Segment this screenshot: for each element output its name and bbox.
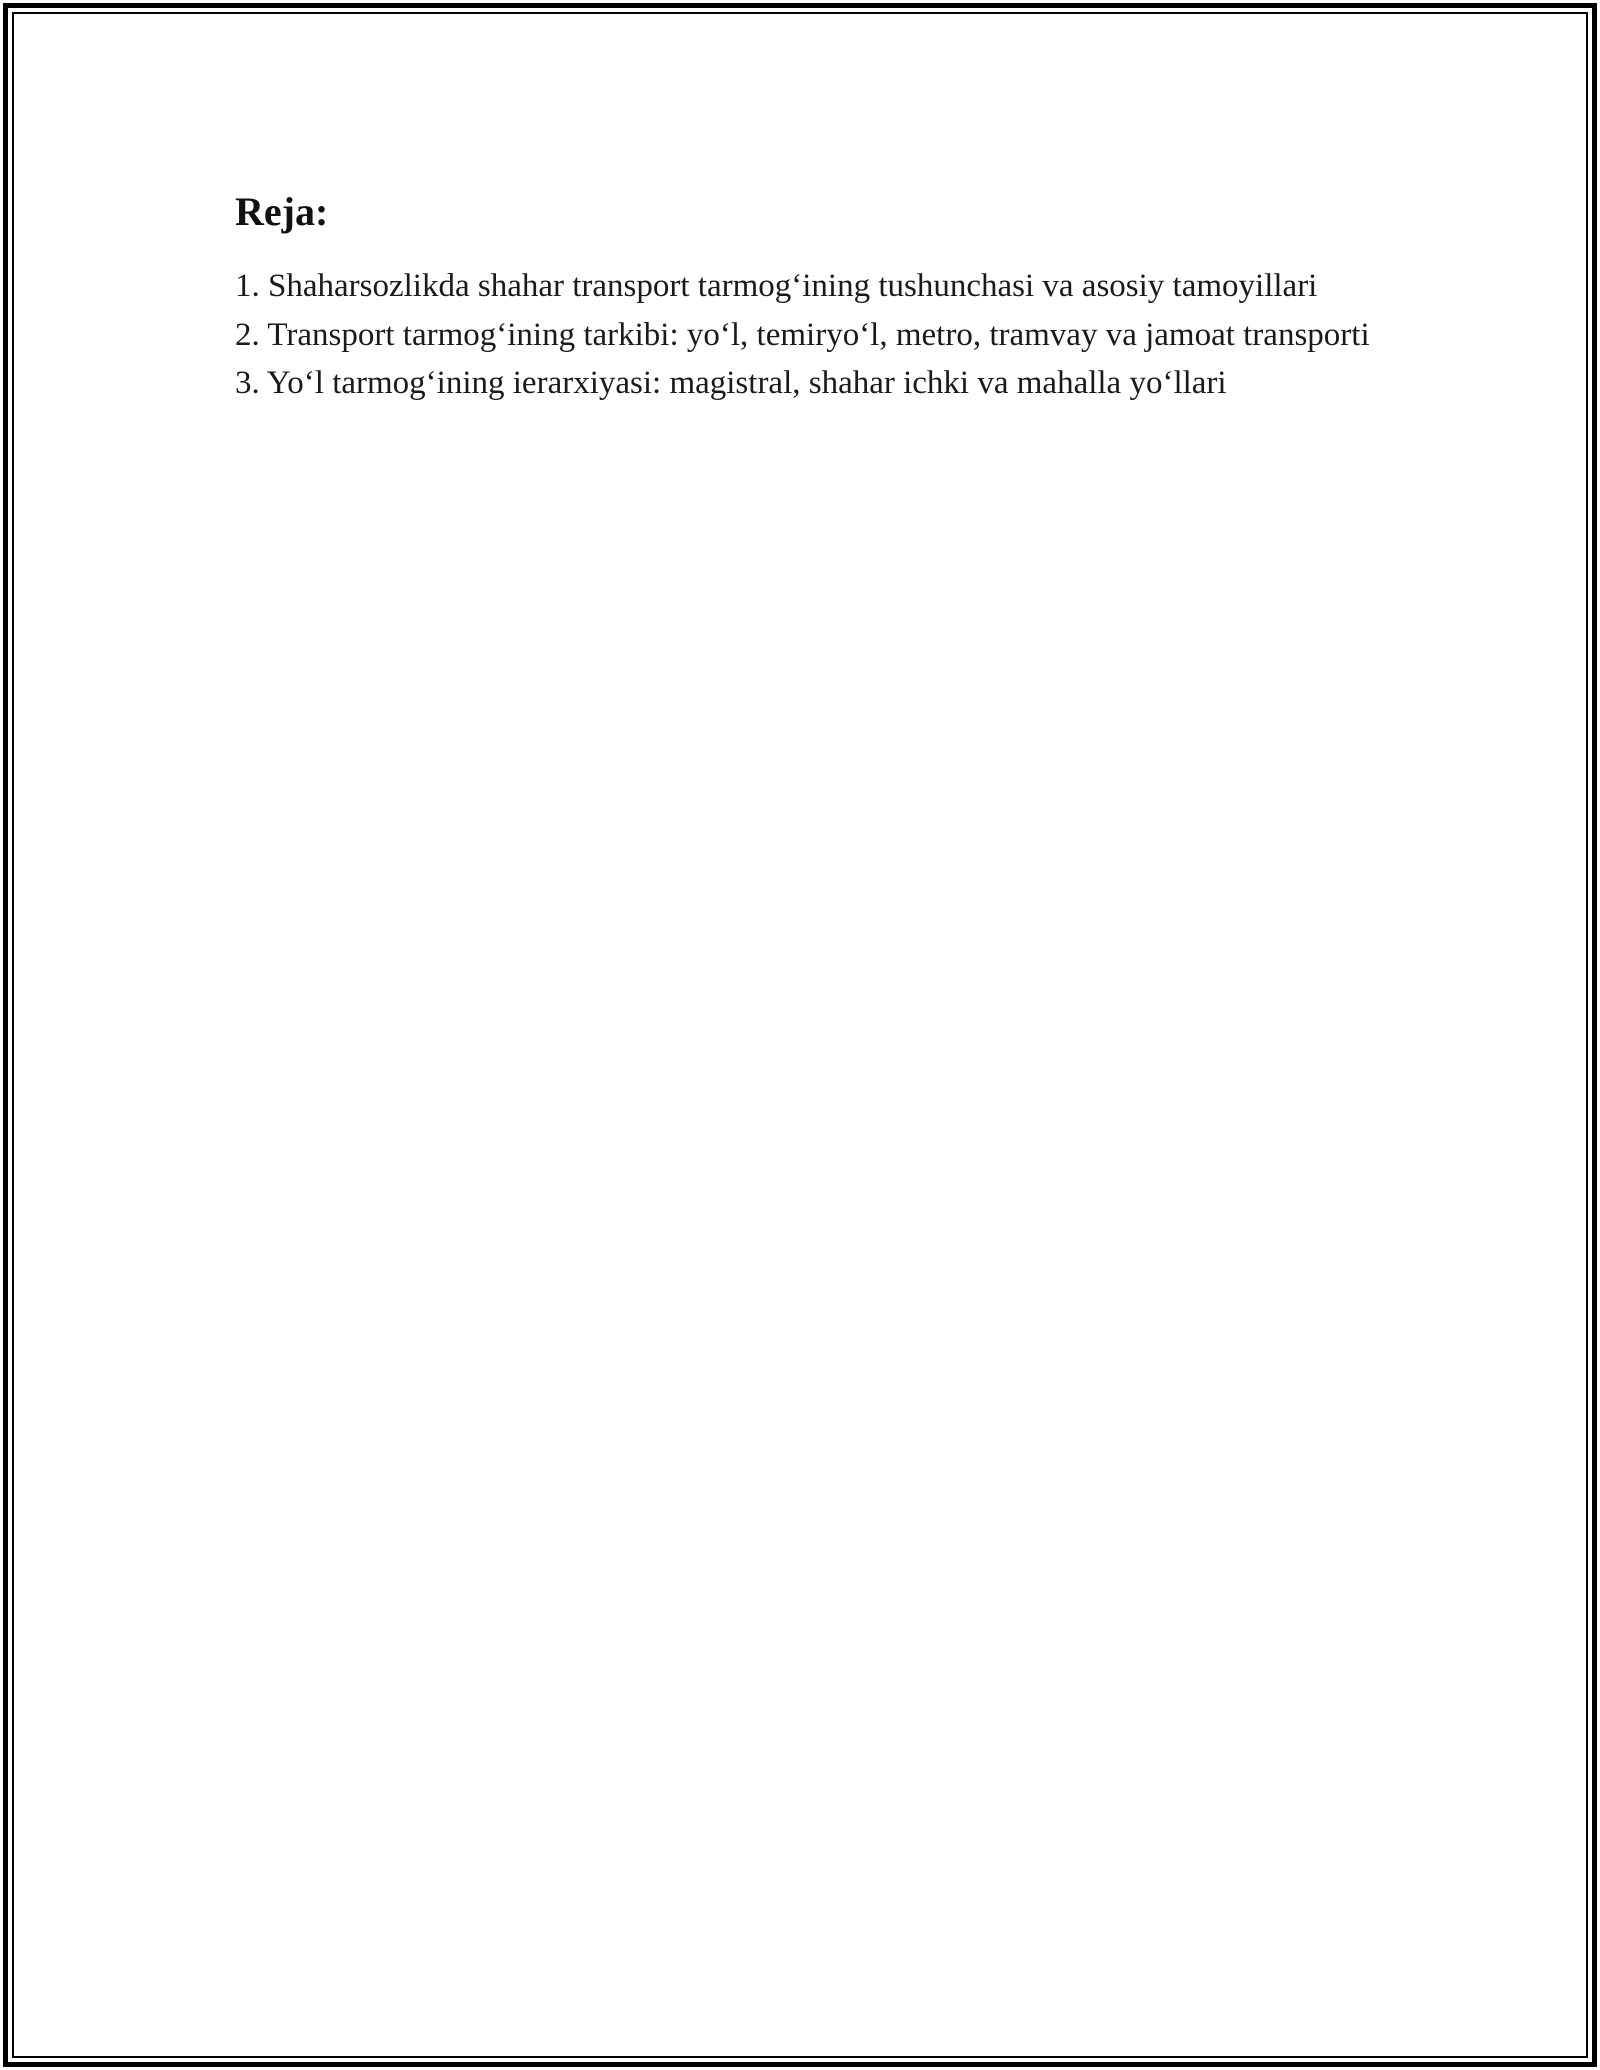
plan-item-3: 3. Yo‘l tarmog‘ining ierarxiyasi: magistral, shahar ichki va mahalla yo‘llari xyxy=(235,365,1227,401)
plan-list xyxy=(235,262,1395,408)
plan-heading: Reja: xyxy=(235,189,329,234)
page-content xyxy=(235,186,1395,408)
plan-item-2: 2. Transport tarmog‘ining tarkibi: yo‘l, temiryo‘l, metro, tramvay va jamoat transporti xyxy=(235,316,1370,353)
plan-item-1: 1. Shaharsozlikda shahar transport tarmog‘ining tushunchasi va asosiy tamoyillari xyxy=(235,268,1318,304)
